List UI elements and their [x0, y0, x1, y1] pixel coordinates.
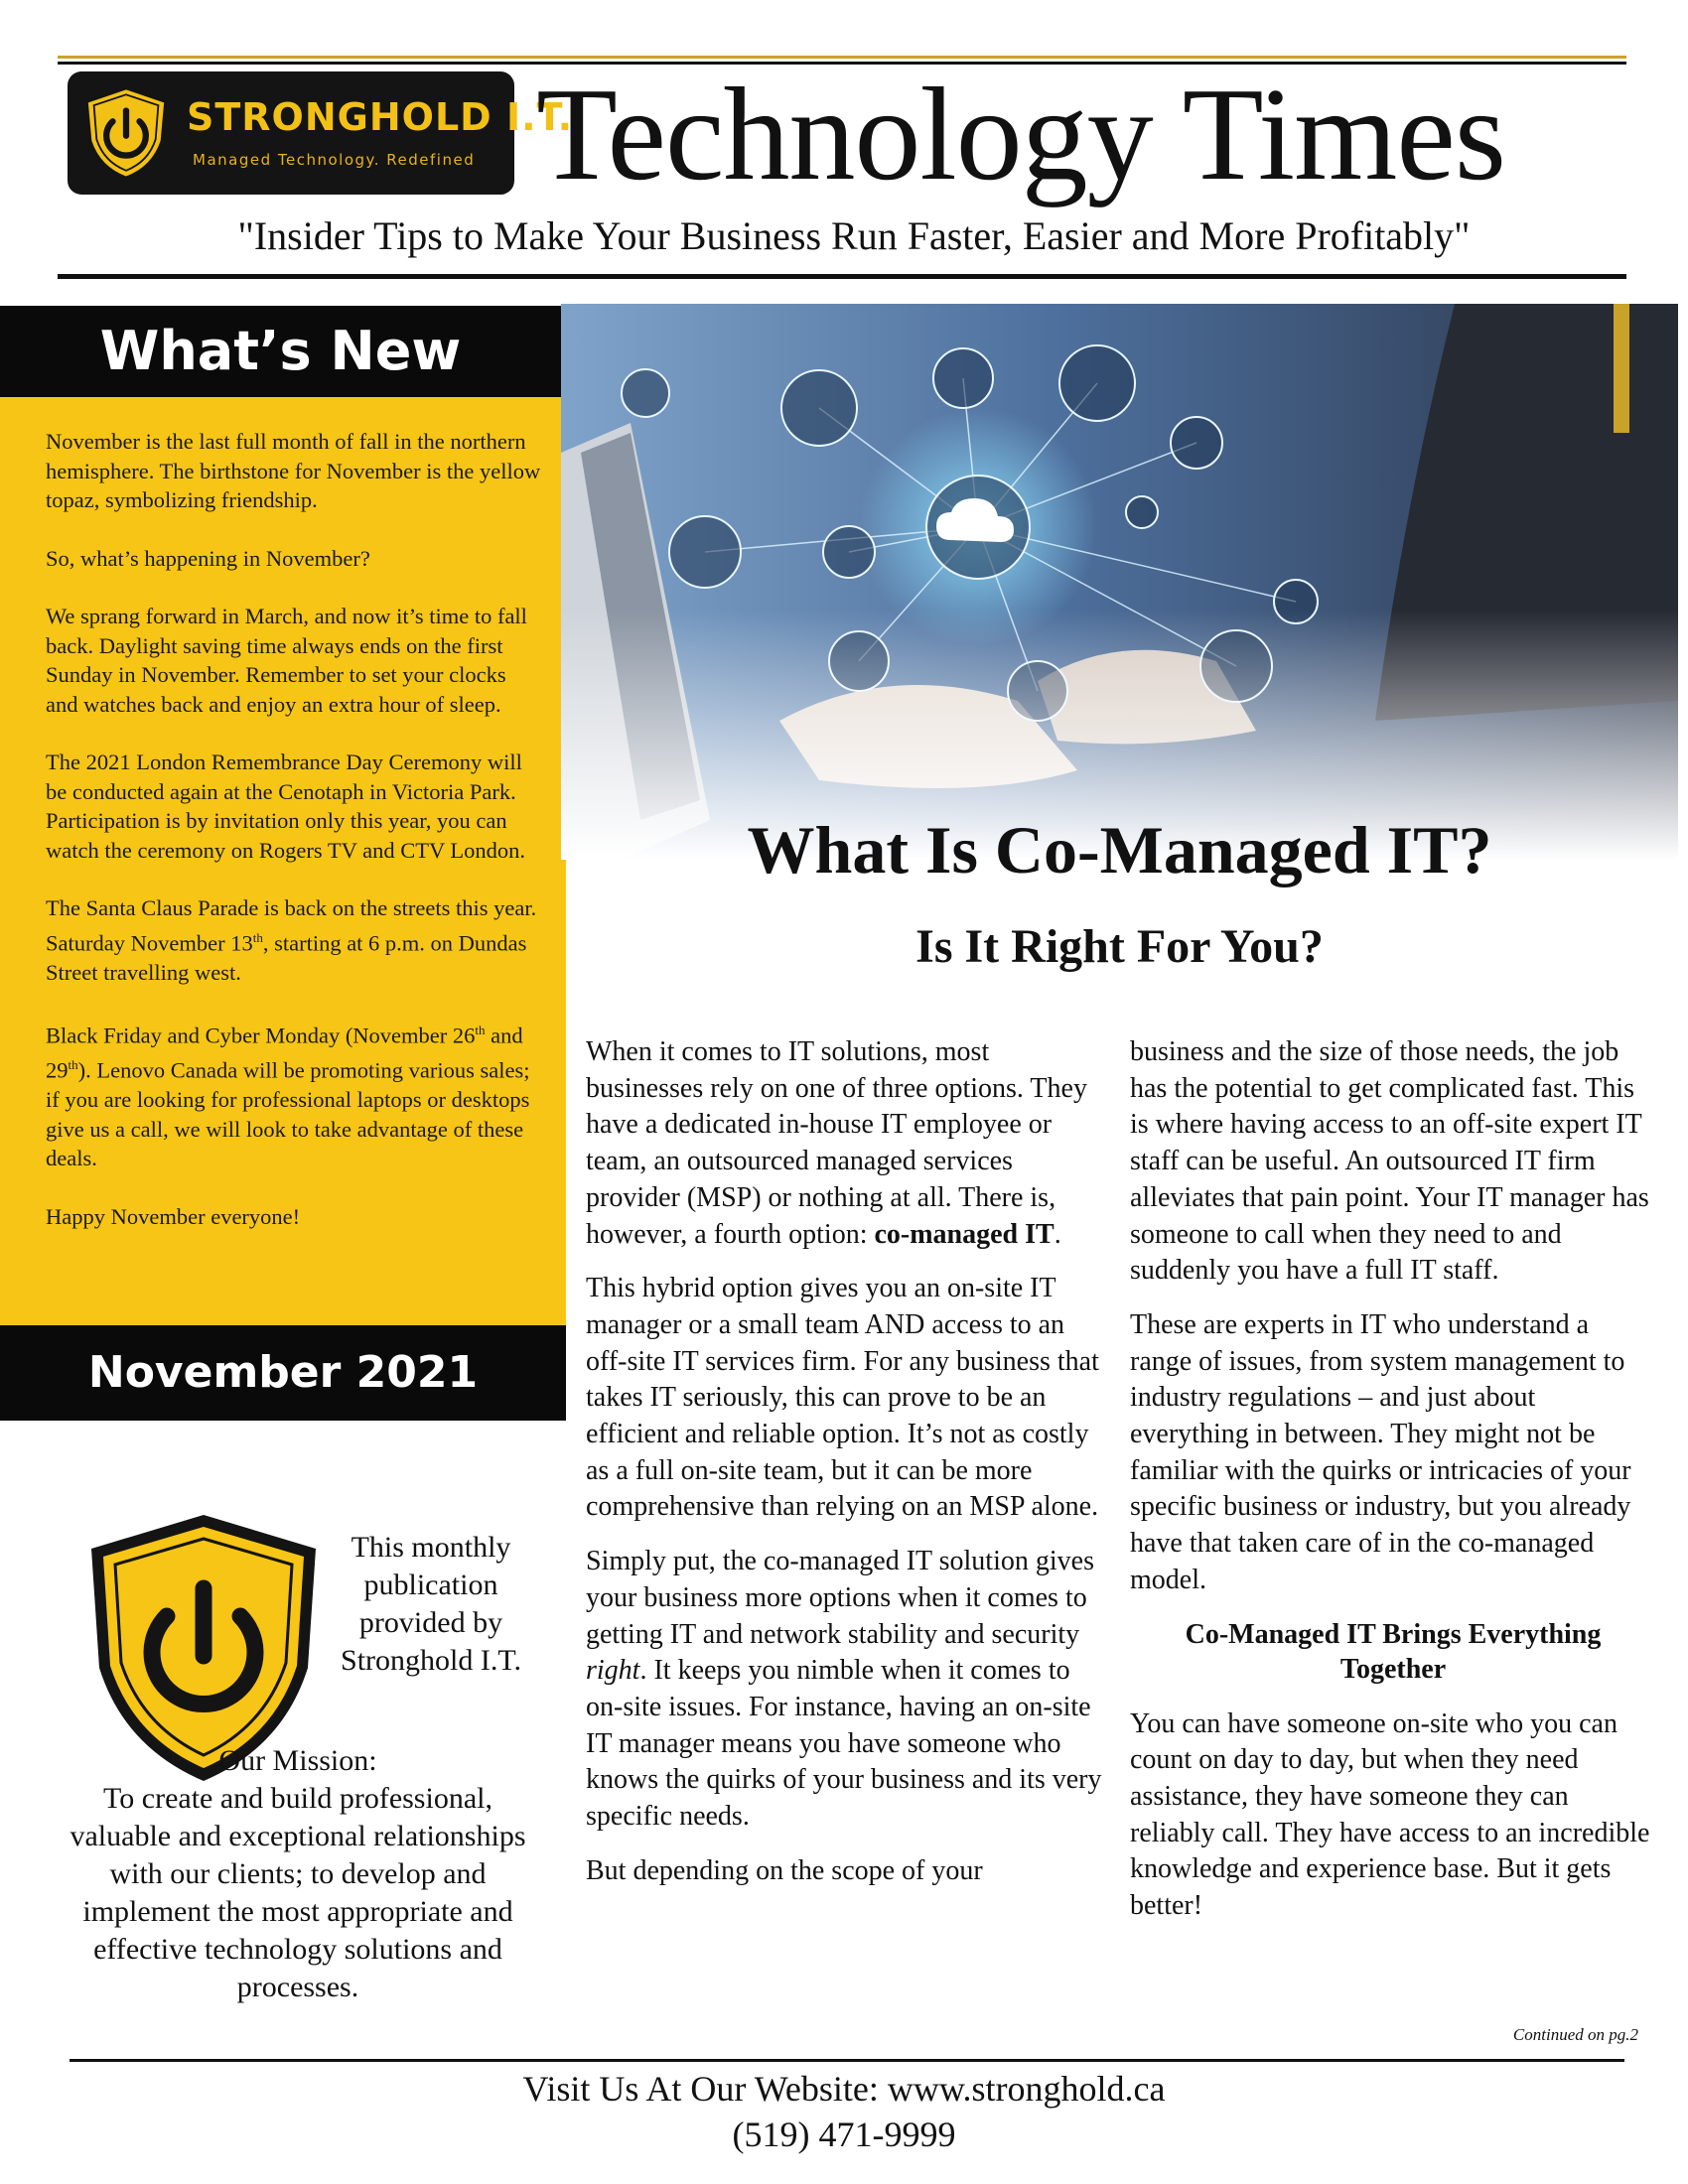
whats-new-paragraph: We sprang forward in March, and now it’s time to fall back. Daylight saving time always ends on the first Sunday in November. Remember to set your clocks and watches back and enjoy an extra hour of sleep. [46, 604, 527, 717]
article-column-2 [1130, 1034, 1656, 1943]
text-run: . [1054, 1218, 1061, 1250]
footer-phone[interactable]: (519) 471-9999 [732, 2115, 956, 2154]
whats-new-paragraph [46, 1016, 542, 1173]
article-paragraph: This hybrid option gives you an on-site IT manager or a small team AND access to an off-site IT services firm. For any business that takes IT seriously, this can prove to be an efficient and reliable option. It’s not as costly as a full on-site team, but it can be more comprehensive than relying on an MSP alone. [586, 1273, 1099, 1523]
logo-name: STRONGHOLD I.T. [187, 95, 574, 139]
ordinal-suffix: th [252, 929, 263, 945]
whats-new-text [46, 427, 542, 1260]
top-rule-gold [58, 56, 1626, 59]
mission-statement [60, 1742, 536, 2006]
publication-note: This monthly publication provided by Stronghold I.T. [341, 1531, 521, 1677]
whats-new-paragraph: The 2021 London Remembrance Day Ceremony will be conducted again at the Cenotaph in Victoria Park. Participation is by invitation only this year, you can watch the ceremony on Rogers TV and CTV London. [46, 750, 526, 863]
ordinal-suffix: th [475, 1023, 486, 1037]
text-run: When it comes to IT solutions, most businesses rely on one of three options. They have a dedicated in-house IT employee or team, an outsourced managed services provider (MSP) or nothing at all. There is, however, a fourth option: [586, 1036, 1087, 1250]
ordinal-suffix: th [68, 1057, 78, 1072]
text-run: The Santa Claus Parade is back on the streets this year. Saturday November 13 [46, 895, 537, 955]
issue-date-banner [0, 1325, 566, 1421]
whats-new-paragraph: So, what’s happening in November? [46, 545, 370, 571]
issue-date: November 2021 [87, 1347, 479, 1398]
article-title: What Is Co-Managed IT? [747, 812, 1492, 887]
article-subtitle: Is It Right For You? [915, 920, 1324, 973]
article-paragraph [586, 1544, 1102, 1836]
whats-new-paragraph: Happy November everyone! [46, 1203, 301, 1229]
text-run: , starting at 6 p.m. on Dundas Street travelling west. [46, 930, 527, 985]
article-paragraph [586, 1034, 1102, 1253]
power-shield-icon [81, 85, 171, 181]
stronghold-logo [68, 71, 574, 195]
text-run: and 29 [46, 1023, 523, 1083]
text-run: Black Friday and Cyber Monday (November 26 [46, 1023, 476, 1048]
article-paragraph: business and the size of those needs, the job has the potential to get complicated fast. This is where having access to an off-site expert IT staff can be useful. An outsourced IT firm alleviates that pain point. Your IT manager has someone to call when they need to and suddenly you have a full IT staff. [1130, 1036, 1649, 1287]
text-run: Simply put, the co-managed IT solution gives your business more options when it comes to getting IT and network stability and security [586, 1546, 1094, 1650]
whats-new-header [0, 306, 561, 397]
logo-tagline: Managed Technology. Redefined [193, 151, 476, 169]
text-run: ). Lenovo Canada will be promoting various sales; if you are looking for professional laptops or desktops give us a call, we will look to take advantage of these deals. [46, 1057, 530, 1170]
cloud-network-hero-image [561, 304, 1678, 860]
emphasis-italic: right [586, 1655, 640, 1687]
mission-text: To create and build professional, valuable and exceptional relationships with our clients; to develop and implement the most appropriate and effective technology solutions and processes. [70, 1782, 526, 2003]
text-run: . It keeps you nimble when it comes to on-site issues. For instance, having an on-site IT manager means you have someone who knows the quirks of your business and its very specific needs. [586, 1655, 1102, 1833]
whats-new-paragraph: November is the last full month of fall in the northern hemisphere. The birthstone for November is the yellow topaz, symbolizing friendship. [46, 429, 541, 512]
article-column-1 [586, 1034, 1102, 1907]
article-paragraph: But depending on the scope of your [586, 1854, 983, 1886]
masthead-tagline: "Insider Tips to Make Your Business Run Faster, Easier and More Profitably" [237, 213, 1471, 258]
whats-new-heading: What’s New [99, 320, 462, 382]
masthead-title: Technology Times [536, 61, 1505, 207]
footer-website[interactable]: Visit Us At Our Website: www.stronghold.ca [522, 2069, 1166, 2109]
article-paragraph: These are experts in IT who understand a range of issues, from system management to industry regulations – and just about everything in between. They might not be familiar with the quirks or intricacies of your specific business or industry, but you already have that taken care of in the co-managed model. [1130, 1308, 1631, 1595]
mission-label: Our Mission: [218, 1744, 377, 1777]
continued-note: Continued on pg.2 [1512, 2025, 1638, 2044]
footer-rule [70, 2059, 1624, 2062]
emphasis-bold: co-managed IT [874, 1218, 1055, 1250]
article-subheading: Co-Managed IT Brings Everything Together [1185, 1618, 1602, 1685]
header-divider [58, 274, 1626, 279]
article-paragraph: You can have someone on-site who you can count on day to day, but when they need assistance, they have someone they can reliably call. They have access to an incredible knowledge and experience base. But it gets better! [1130, 1707, 1650, 1922]
whats-new-paragraph [46, 893, 542, 987]
